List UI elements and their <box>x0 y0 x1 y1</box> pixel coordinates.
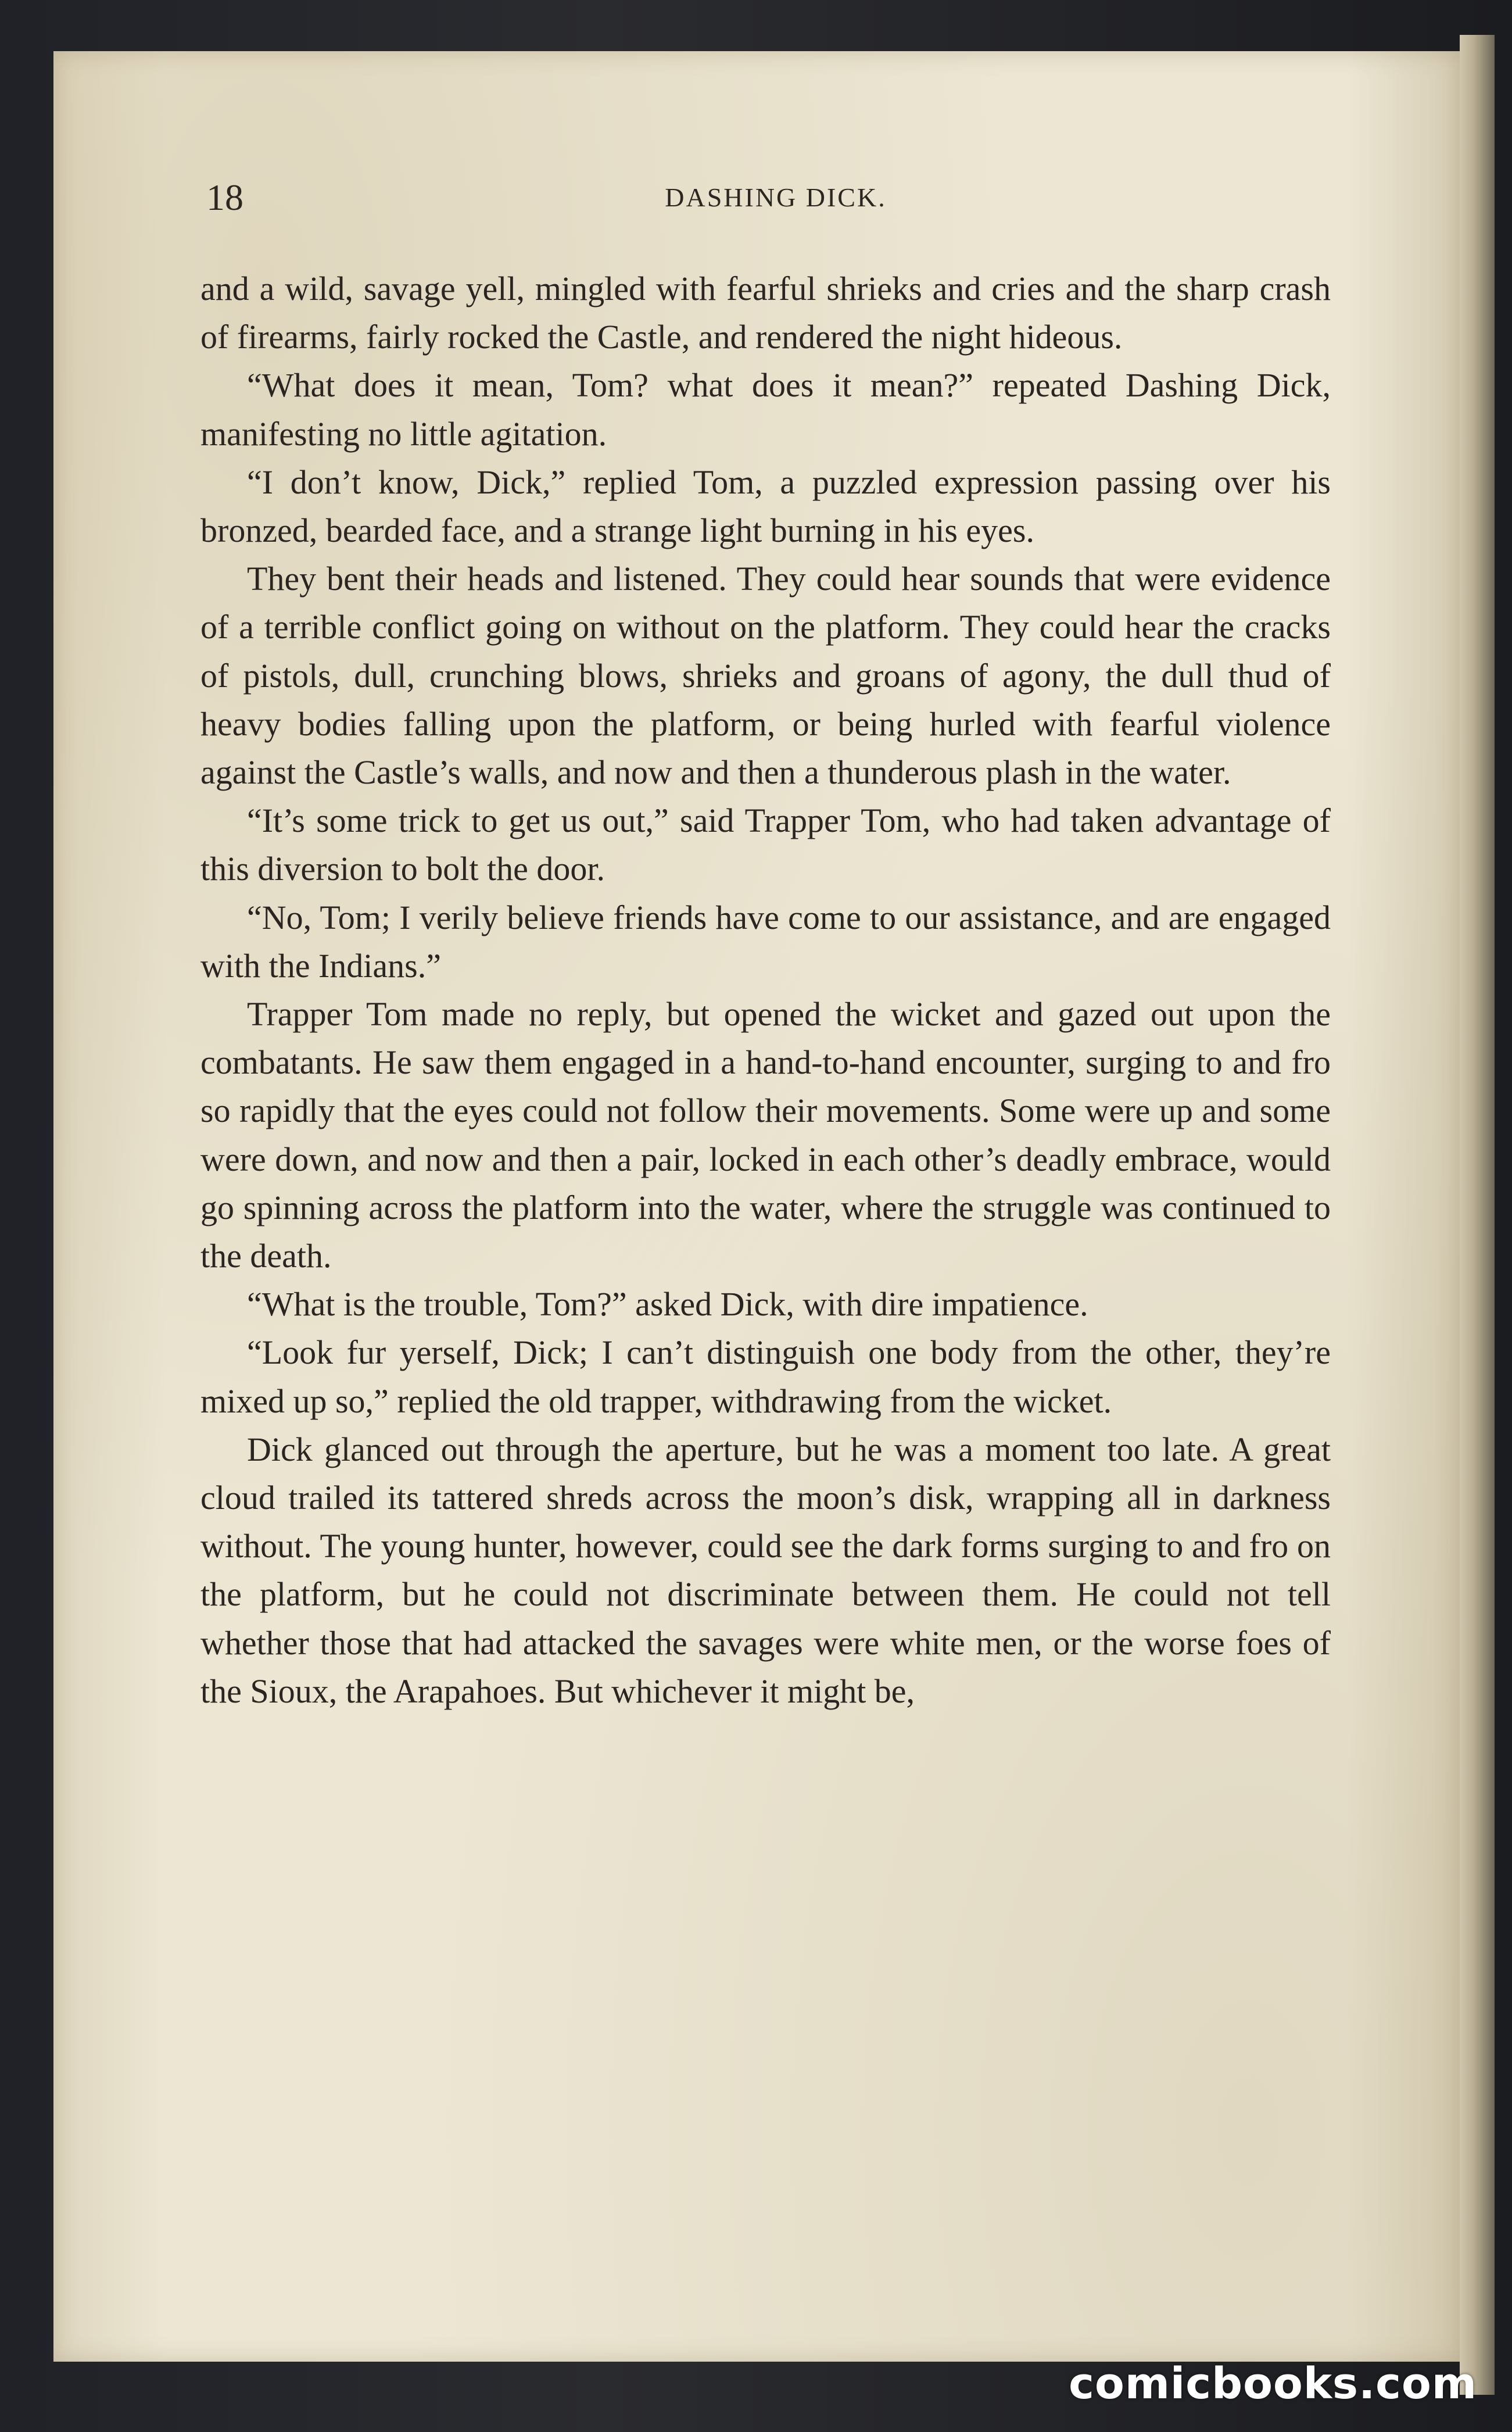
paragraph: and a wild, savage yell, mingled with fearful shrieks and cries and the sharp crash of firearms, fairly rocked the Castle, and rendered the night hideous. <box>200 270 1331 356</box>
running-head: DASHING DICK. <box>665 183 887 212</box>
body-text <box>200 264 1331 1715</box>
paragraph: Dick glanced out through the aperture, but he was a moment too late. A great cloud trailed its tattered shreds across the moon’s disk, wrapping all in darkness without. The young hunter, however, could see the dark forms surging to and fro on the platform, but he could not discriminate between them. He could not tell whether those that had attacked the savages were white men, or the worse foes of the Sioux, the Arapahoes. But whichever it might be, <box>200 1430 1331 1710</box>
page-number: 18 <box>206 177 243 218</box>
paragraph: “Look fur yerself, Dick; I can’t distinguish one body from the other, they’re mixed up so,” replied the old trapper, withdrawing from the wicket. <box>200 1333 1331 1420</box>
next-page-edge <box>1460 35 1495 2395</box>
paragraph: Trapper Tom made no reply, but opened the wicket and gazed out upon the combatants. He saw them engaged in a hand-to-hand encounter, surging to and fro so rapidly that the eyes could not follow their movements. Some were up and some were down, and now and then a pair, locked in each other’s deadly embrace, would go spinning across the platform into the water, where the struggle was continued to the death. <box>200 995 1331 1275</box>
paragraph: They bent their heads and listened. They could hear sounds that were evidence of a terrible conflict going on without on the platform. They could hear the cracks of pistols, dull, crunching blows, shrieks and groans of agony, the dull thud of heavy bodies falling upon the platform, or being hurled with fearful violence against the Castle’s walls, and now and then a thunderous plash in the water. <box>200 560 1331 792</box>
paragraph: “What is the trouble, Tom?” asked Dick, with dire impatience. <box>247 1285 1088 1324</box>
page-header <box>206 169 1345 233</box>
paragraph: “It’s some trick to get us out,” said Trapper Tom, who had taken advantage of this diversion to bolt the door. <box>200 802 1331 888</box>
site-watermark: comicbooks.com <box>1069 2359 1477 2409</box>
paragraph: “I don’t know, Dick,” replied Tom, a puzzled expression passing over his bronzed, bearded face, and a strange light burning in his eyes. <box>200 463 1331 550</box>
paragraph: “No, Tom; I verily believe friends have come to our assistance, and are engaged with the Indians.” <box>200 898 1331 985</box>
paragraph: “What does it mean, Tom? what does it mean?” repeated Dashing Dick, manifesting no little agitation. <box>200 366 1331 453</box>
